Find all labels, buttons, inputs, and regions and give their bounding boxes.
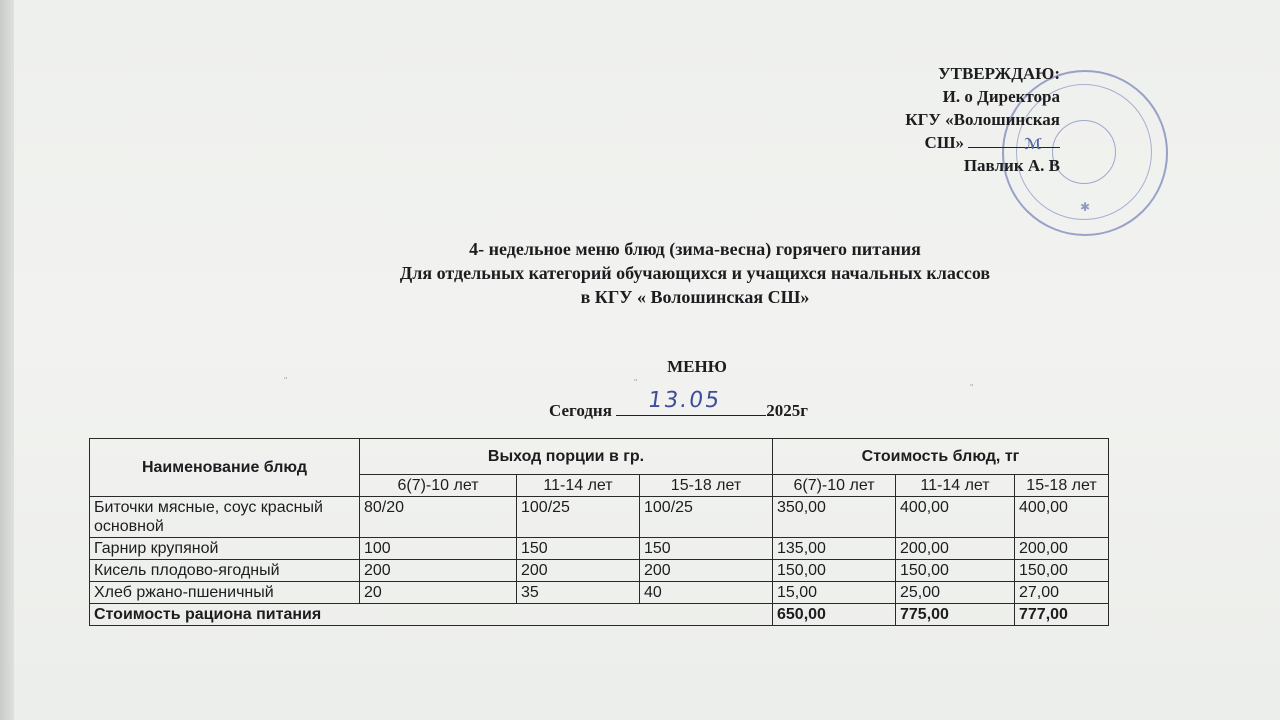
approval-name: Павлик А. В	[963, 156, 1060, 175]
approval-position: И. о Директора	[942, 87, 1060, 106]
cost-cell: 400,00	[896, 497, 1015, 538]
header-cost: Стоимость блюд, тг	[773, 439, 1109, 475]
approval-org-line1: КГУ «Волошинская	[905, 110, 1060, 129]
heading-line3: в КГУ « Волошинская СШ»	[580, 287, 810, 307]
age-group-portion: 6(7)-10 лет	[360, 475, 517, 497]
table-row	[90, 538, 1109, 560]
portion-cell: 100/25	[517, 497, 640, 538]
portion-cell: 20	[360, 582, 517, 604]
approval-block	[905, 62, 1060, 177]
seal-star-icon: ✱	[1080, 200, 1091, 214]
decorative-dot: ¨	[284, 376, 288, 387]
portion-cell: 80/20	[360, 497, 517, 538]
table-row	[90, 582, 1109, 604]
total-label: Стоимость рациона питания	[90, 604, 773, 626]
age-group-cost: 15-18 лет	[1015, 475, 1109, 497]
age-group-cost: 11-14 лет	[896, 475, 1015, 497]
cost-cell: 200,00	[896, 538, 1015, 560]
cost-cell: 400,00	[1015, 497, 1109, 538]
cost-cell: 25,00	[896, 582, 1015, 604]
portion-cell: 100	[360, 538, 517, 560]
total-cost-cell: 650,00	[773, 604, 896, 626]
cost-cell: 200,00	[1015, 538, 1109, 560]
date-handwritten: 13.05	[646, 388, 723, 413]
year-suffix: 2025г	[766, 401, 808, 420]
cost-cell: 135,00	[773, 538, 896, 560]
today-date-row	[549, 388, 808, 421]
total-cost-cell: 775,00	[896, 604, 1015, 626]
dish-name: Биточки мясные, соус красный основной	[90, 497, 360, 538]
portion-cell: 150	[640, 538, 773, 560]
table-row	[90, 497, 1109, 538]
menu-table	[89, 438, 1109, 626]
cost-cell: 27,00	[1015, 582, 1109, 604]
signature-scribble: ℳ	[1024, 135, 1042, 153]
total-cost-cell: 777,00	[1015, 604, 1109, 626]
header-dish: Наименование блюд	[90, 439, 360, 497]
heading-line1: 4- недельное меню блюд (зима-весна) горячего питания	[469, 239, 921, 259]
age-group-cost: 6(7)-10 лет	[773, 475, 896, 497]
signature-line	[968, 135, 1060, 153]
approval-title: УТВЕРЖДАЮ:	[938, 64, 1060, 83]
header-portion: Выход порции в гр.	[360, 439, 773, 475]
portion-cell: 200	[640, 560, 773, 582]
portion-cell: 100/25	[640, 497, 773, 538]
approval-org-line2: СШ»	[924, 133, 964, 152]
cost-cell: 150,00	[1015, 560, 1109, 582]
portion-cell: 40	[640, 582, 773, 604]
portion-cell: 200	[517, 560, 640, 582]
menu-title: МЕНЮ	[667, 357, 727, 376]
dish-name: Гарнир крупяной	[90, 538, 360, 560]
portion-cell: 200	[360, 560, 517, 582]
date-line	[616, 388, 766, 416]
cost-cell: 150,00	[896, 560, 1015, 582]
table-row	[90, 560, 1109, 582]
portion-cell: 35	[517, 582, 640, 604]
dish-name: Хлеб ржано-пшеничный	[90, 582, 360, 604]
heading-line2: Для отдельных категорий обучающихся и учащихся начальных классов	[399, 263, 991, 283]
portion-cell: 150	[517, 538, 640, 560]
approval-org-line2-row	[905, 131, 1060, 154]
age-group-portion: 15-18 лет	[640, 475, 773, 497]
table-total-row	[90, 604, 1109, 626]
age-group-portion: 11-14 лет	[517, 475, 640, 497]
cost-cell: 350,00	[773, 497, 896, 538]
cost-cell: 15,00	[773, 582, 896, 604]
table-header-row	[90, 439, 1109, 475]
cost-cell: 150,00	[773, 560, 896, 582]
dish-name: Кисель плодово-ягодный	[90, 560, 360, 582]
today-label: Сегодня	[549, 401, 612, 420]
decorative-dot: ¨	[634, 378, 638, 389]
decorative-dot: ¨	[970, 383, 974, 394]
